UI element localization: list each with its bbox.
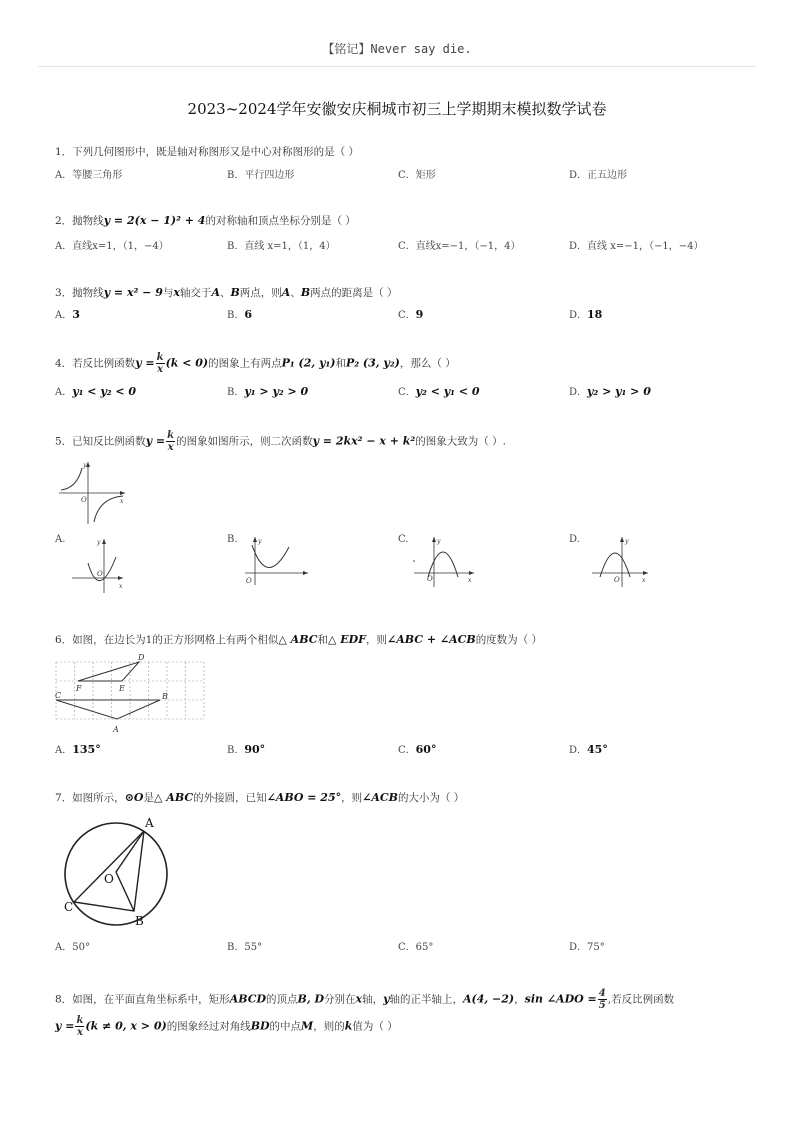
- question-6-stem: 6．如图，在边长为1的正方形网格上有两个相似△ ABC和△ EDF，则∠ABC + ∠ACB的度数为（ ）: [55, 633, 543, 646]
- q3-option-c: C．9: [398, 308, 424, 321]
- svg-text:x: x: [468, 577, 472, 584]
- question-2-stem: 2．抛物线y = 2(x − 1)² + 4的对称轴和顶点坐标分别是（ ）: [55, 214, 356, 227]
- q7-circle-figure: [56, 812, 176, 930]
- svg-text:O: O: [427, 575, 433, 583]
- q2-formula: y = 2(x − 1)² + 4: [103, 214, 206, 227]
- svg-text:y: y: [258, 538, 262, 545]
- q4-option-b: B．y₁ > y₂ > 0: [227, 385, 309, 398]
- question-7-stem: 7．如图所示，⊙O是△ ABC的外接圆，已知∠ABO = 25°，则∠ACB的大小为（ ）: [55, 791, 465, 804]
- question-3-stem: 3．抛物线y = x² − 9与x轴交于A、B两点，则A、B两点的距离是（ ）: [55, 286, 398, 299]
- svg-text:x: x: [119, 583, 123, 590]
- q4-option-a: A．y₁ < y₂ < 0: [55, 385, 137, 398]
- q5-graph-b: [243, 533, 313, 588]
- page-title: 2023~2024学年安徽安庆桐城市初三上学期期末模拟数学试卷: [187, 100, 607, 118]
- svg-text:y: y: [437, 538, 441, 545]
- q5-option-c: C.: [398, 534, 409, 545]
- question-4-stem: 4．若反比例函数y = $\frac{k}{x}$ (k < 0)的图象上有两点P₁ (2, y₁)和P₂ (3, y₂)，那么（ ）: [55, 352, 456, 375]
- svg-text:A: A: [113, 725, 119, 734]
- svg-text:E: E: [119, 684, 125, 693]
- motto-header: 【铭记】Never say die.: [322, 42, 472, 56]
- q7-option-b: B．55°: [227, 942, 263, 953]
- q4-option-d: D．y₂ > y₁ > 0: [569, 385, 651, 398]
- q5-origin-label: O: [81, 496, 87, 504]
- q2-option-b: B．直线 x=1，（1，4）: [227, 241, 336, 252]
- q6-option-d: D．45°: [569, 743, 608, 756]
- svg-text:B: B: [162, 692, 168, 701]
- svg-text:x: x: [642, 577, 646, 584]
- svg-text:y: y: [97, 539, 101, 546]
- q7-option-d: D．75°: [569, 942, 605, 953]
- q5-graph-c: [410, 533, 480, 588]
- q2-option-c: C．直线x=−1，（−1，4）: [398, 241, 521, 252]
- svg-text:O: O: [104, 872, 114, 886]
- q1-option-d: D．正五边形: [569, 170, 628, 181]
- q6-grid-figure: [52, 652, 212, 737]
- q5-x-label: x: [120, 498, 124, 505]
- svg-text:B: B: [135, 914, 144, 928]
- question-8-stem-line2: y = $\frac{k}{x}$ (k ≠ 0, x > 0)的图象经过对角线BD的中点M，则的k值为（ ）: [55, 1015, 398, 1038]
- svg-text:F: F: [76, 684, 82, 693]
- svg-text:C: C: [55, 691, 62, 700]
- q3-option-d: D．18: [569, 308, 603, 321]
- q6-option-c: C．60°: [398, 743, 437, 756]
- q1-option-c: C．矩形: [398, 170, 436, 181]
- q7-option-c: C．65°: [398, 942, 434, 953]
- svg-text:O: O: [614, 576, 620, 584]
- q2-option-a: A．直线x=1，（1，−4）: [55, 241, 169, 252]
- q2-option-d: D．直线 x=−1，（−1，−4）: [569, 241, 704, 252]
- q7-option-a: A．50°: [55, 942, 90, 953]
- q6-option-b: B．90°: [227, 743, 266, 756]
- svg-text:C: C: [64, 900, 74, 914]
- q5-graph-a: [68, 535, 128, 595]
- question-8-stem-line1: 8．如图，在平面直角坐标系中，矩形ABCD的顶点B, D分别在x轴，y轴的正半轴上，A(4, −2)，sin ∠ADO = $\frac{4}{5}$ ,若反比例函数: [55, 988, 675, 1011]
- svg-text:D: D: [138, 653, 145, 662]
- q3-option-b: B．6: [227, 308, 253, 321]
- question-1-stem: 1．下列几何图形中，既是轴对称图形又是中心对称图形的是（ ）: [55, 146, 360, 158]
- q3-option-a: A．3: [55, 308, 80, 321]
- q1-option-b: B．平行四边形: [227, 170, 295, 181]
- q5-option-b: B.: [227, 534, 238, 545]
- q6-option-a: A．135°: [55, 743, 101, 756]
- svg-text:A: A: [145, 816, 154, 830]
- q5-option-d: D.: [569, 534, 580, 545]
- svg-text:O: O: [97, 570, 103, 578]
- svg-text:O: O: [246, 577, 252, 585]
- q4-option-c: C．y₂ < y₁ < 0: [398, 385, 480, 398]
- question-5-stem: 5．已知反比例函数y = $\frac{k}{x}$ 的图象如图所示，则二次函数y = 2kx² − x + k²的图象大致为（ ）.: [55, 430, 506, 453]
- q5-graph-d: [590, 535, 655, 590]
- q5-y-label: y: [83, 462, 87, 469]
- q4-fraction: $\frac{k}{x}$: [156, 352, 164, 375]
- q1-option-a: A．等腰三角形: [55, 170, 123, 181]
- header-divider: [38, 66, 756, 67]
- q5-option-a: A.: [55, 534, 66, 545]
- svg-text:y: y: [625, 538, 629, 545]
- q5-hyperbola-graph: [55, 458, 130, 528]
